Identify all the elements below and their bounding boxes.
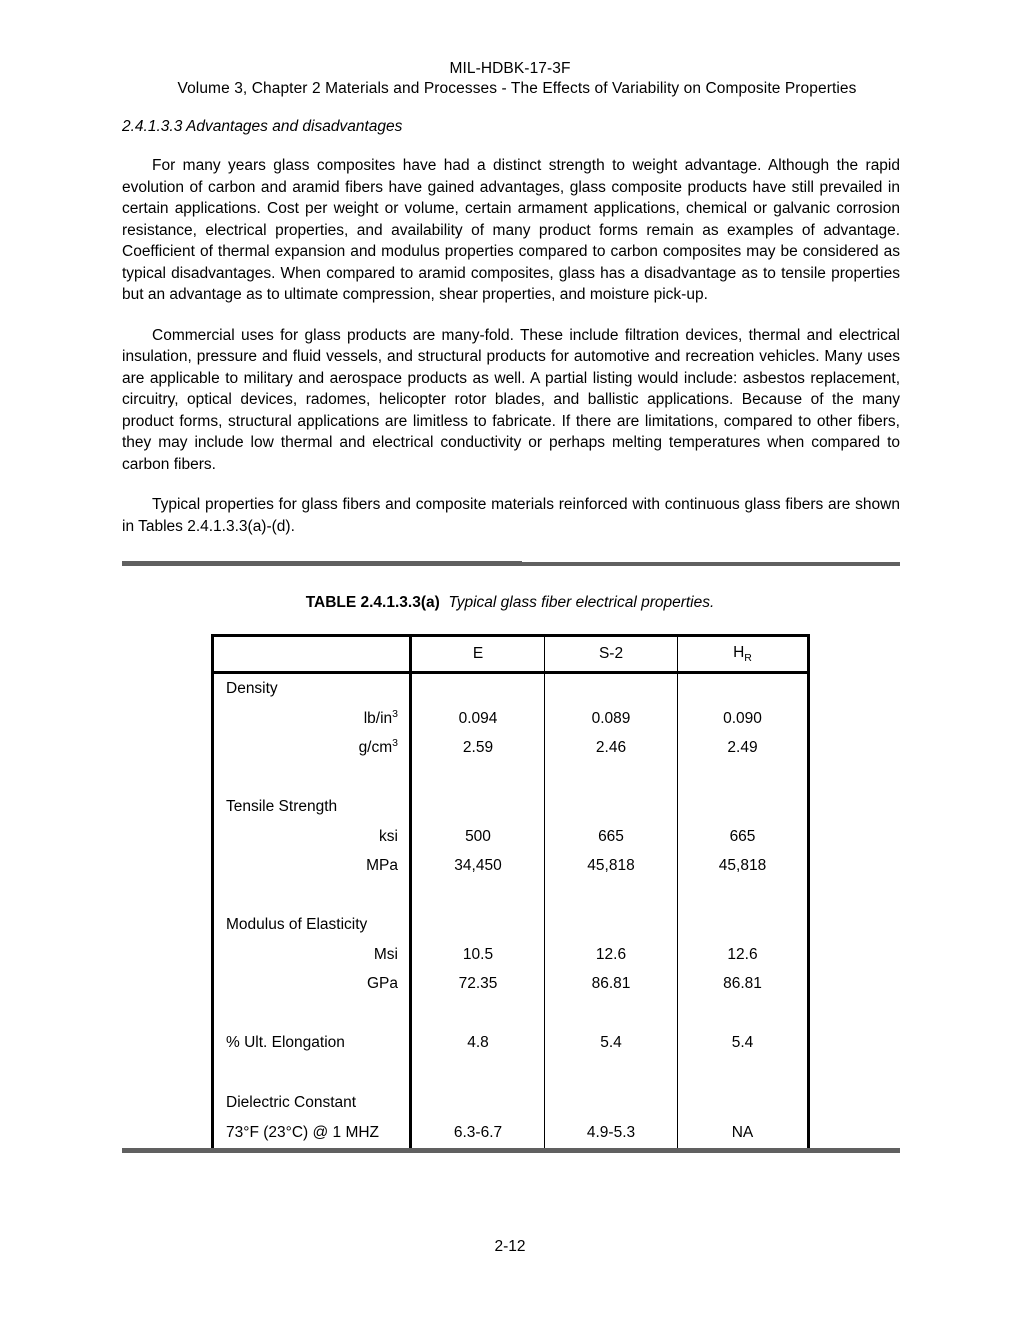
table-row xyxy=(213,1088,809,1118)
table-row xyxy=(213,851,809,880)
cell-value-hr xyxy=(678,673,809,705)
rule-segment-left xyxy=(122,561,522,566)
cell-value-hr: 12.6 xyxy=(678,940,809,969)
table-row xyxy=(213,733,809,762)
cell-value-e xyxy=(411,998,545,1028)
table-caption-text: Typical glass fiber electrical properties. xyxy=(448,594,715,611)
row-spacer xyxy=(213,880,411,910)
section-heading: 2.4.1.3.3 Advantages and disadvantages xyxy=(122,118,403,135)
body-paragraphs xyxy=(122,155,900,537)
row-property-label: % Ult. Elongation xyxy=(213,1028,411,1058)
rule-segment-right xyxy=(522,562,900,566)
cell-value-hr: 5.4 xyxy=(678,1028,809,1058)
row-property-label: 73°F (23°C) @ 1 MHZ xyxy=(213,1118,411,1150)
row-property-label: Density xyxy=(213,673,411,705)
unit-exponent: 3 xyxy=(392,708,398,721)
row-spacer xyxy=(213,998,411,1028)
cell-value-e: 2.59 xyxy=(411,733,545,762)
cell-value-e: 500 xyxy=(411,822,545,851)
row-unit-label: $g/cm^3$ xyxy=(213,733,411,762)
paragraph-3: Typical properties for glass fibers and composite materials reinforced with continuous glass fibers are shown in Tables 2.4.1.3.3(a)-(d). xyxy=(122,496,900,535)
column-header-property xyxy=(213,636,411,673)
document-id: MIL-HDBK-17-3F xyxy=(449,60,571,77)
cell-value-s2 xyxy=(545,792,678,822)
cell-value-s2 xyxy=(545,1088,678,1118)
cell-value-s2: 45,818 xyxy=(545,851,678,880)
page-number: 2-12 xyxy=(494,1238,526,1255)
table-row xyxy=(213,969,809,998)
cell-value-e xyxy=(411,1058,545,1088)
glass-fiber-properties-table xyxy=(211,634,810,1151)
column-header-hr-subscript: R xyxy=(744,652,752,665)
table-row xyxy=(213,822,809,851)
cell-value-hr xyxy=(678,998,809,1028)
cell-value-s2: 2.46 xyxy=(545,733,678,762)
row-unit-label: ksi xyxy=(213,822,411,851)
cell-value-e: 72.35 xyxy=(411,969,545,998)
table-row xyxy=(213,673,809,705)
table-row xyxy=(213,998,809,1028)
cell-value-hr xyxy=(678,1058,809,1088)
table-row xyxy=(213,1028,809,1058)
horizontal-rule-bottom xyxy=(122,1148,900,1153)
table-caption-label: TABLE 2.4.1.3.3(a) xyxy=(305,594,440,611)
cell-value-s2 xyxy=(545,762,678,792)
table-row xyxy=(213,940,809,969)
cell-value-hr xyxy=(678,880,809,910)
cell-value-hr: 45,818 xyxy=(678,851,809,880)
cell-value-s2: 665 xyxy=(545,822,678,851)
row-unit-label: Msi xyxy=(213,940,411,969)
table-caption xyxy=(0,594,1020,612)
row-property-label: Tensile Strength xyxy=(213,792,411,822)
cell-value-e: 4.8 xyxy=(411,1028,545,1058)
cell-value-e: 10.5 xyxy=(411,940,545,969)
column-header-hr xyxy=(678,636,809,673)
cell-value-e xyxy=(411,910,545,940)
unit-exponent: 3 xyxy=(392,737,398,750)
cell-value-e xyxy=(411,673,545,705)
table-row xyxy=(213,910,809,940)
column-header-e: E xyxy=(411,636,545,673)
cell-value-s2: 86.81 xyxy=(545,969,678,998)
table-header-row xyxy=(213,636,809,673)
table-row xyxy=(213,704,809,733)
cell-value-hr: 0.090 xyxy=(678,704,809,733)
cell-value-hr xyxy=(678,762,809,792)
table-row xyxy=(213,792,809,822)
cell-value-hr xyxy=(678,910,809,940)
cell-value-e: 34,450 xyxy=(411,851,545,880)
row-unit-label: GPa xyxy=(213,969,411,998)
cell-value-hr: 86.81 xyxy=(678,969,809,998)
cell-value-e: 0.094 xyxy=(411,704,545,733)
paragraph-2: Commercial uses for glass products are many-fold. These include filtration devices, thermal and electrical insulation, pressure and fluid vessels, and structural products for automotive and recreation vehicles. Many uses are applicable to military and aerospace products as well. A partial listing would include: asbestos replacement, circuitry, optical devices, radomes, helicopter rotor blades, and ballistic applications. Because of the many product forms, structural applications are limitless to fabricate. If there are limitations, compared to other fibers, they may include low thermal and electrical conductivity or perhaps melting temperatures when compared to carbon fibers. xyxy=(122,326,900,473)
cell-value-hr: 665 xyxy=(678,822,809,851)
document-subtitle: Volume 3, Chapter 2 Materials and Processes - The Effects of Variability on Composite Properties xyxy=(177,80,857,97)
cell-value-s2: 0.089 xyxy=(545,704,678,733)
column-header-hr-base: H xyxy=(733,643,745,661)
cell-value-s2: 4.9-5.3 xyxy=(545,1118,678,1150)
row-property-label: Dielectric Constant xyxy=(213,1088,411,1118)
cell-value-e xyxy=(411,880,545,910)
cell-value-s2: 5.4 xyxy=(545,1028,678,1058)
row-unit-label: $lb/in^3$ xyxy=(213,704,411,733)
cell-value-e xyxy=(411,1088,545,1118)
cell-value-hr xyxy=(678,1088,809,1118)
table-row xyxy=(213,1058,809,1088)
cell-value-hr xyxy=(678,792,809,822)
cell-value-hr: NA xyxy=(678,1118,809,1150)
cell-value-s2 xyxy=(545,673,678,705)
paragraph-1: For many years glass composites have had a distinct strength to weight advantage. Although the rapid evolution of carbon and aramid fibers have gained advantages, glass composite products have still prevailed in certain applications. Cost per weight or volume, certain armament applications, chemical or galvanic corrosion resistance, electrical properties, and availability of many product forms remain as examples of advantage. Coefficient of thermal expansion and modulus properties compared to carbon composites may be considered as typical disadvantages. When compared to aramid composites, glass has a disadvantage as to tensile properties but an advantage as to ultimate compression, shear properties, and moisture pick-up. xyxy=(122,157,900,303)
row-unit-label: MPa xyxy=(213,851,411,880)
properties-table-wrapper xyxy=(211,634,810,1151)
table-row xyxy=(213,880,809,910)
horizontal-rule-top xyxy=(122,561,900,566)
cell-value-s2 xyxy=(545,910,678,940)
cell-value-s2: 12.6 xyxy=(545,940,678,969)
table-body xyxy=(213,673,809,1150)
cell-value-s2 xyxy=(545,880,678,910)
cell-value-e xyxy=(411,792,545,822)
row-spacer xyxy=(213,762,411,792)
cell-value-s2 xyxy=(545,998,678,1028)
cell-value-hr: 2.49 xyxy=(678,733,809,762)
column-header-s2: S-2 xyxy=(545,636,678,673)
row-spacer xyxy=(213,1058,411,1088)
table-row xyxy=(213,1118,809,1150)
table-row xyxy=(213,762,809,792)
cell-value-s2 xyxy=(545,1058,678,1088)
cell-value-e: 6.3-6.7 xyxy=(411,1118,545,1150)
row-property-label: Modulus of Elasticity xyxy=(213,910,411,940)
cell-value-e xyxy=(411,762,545,792)
